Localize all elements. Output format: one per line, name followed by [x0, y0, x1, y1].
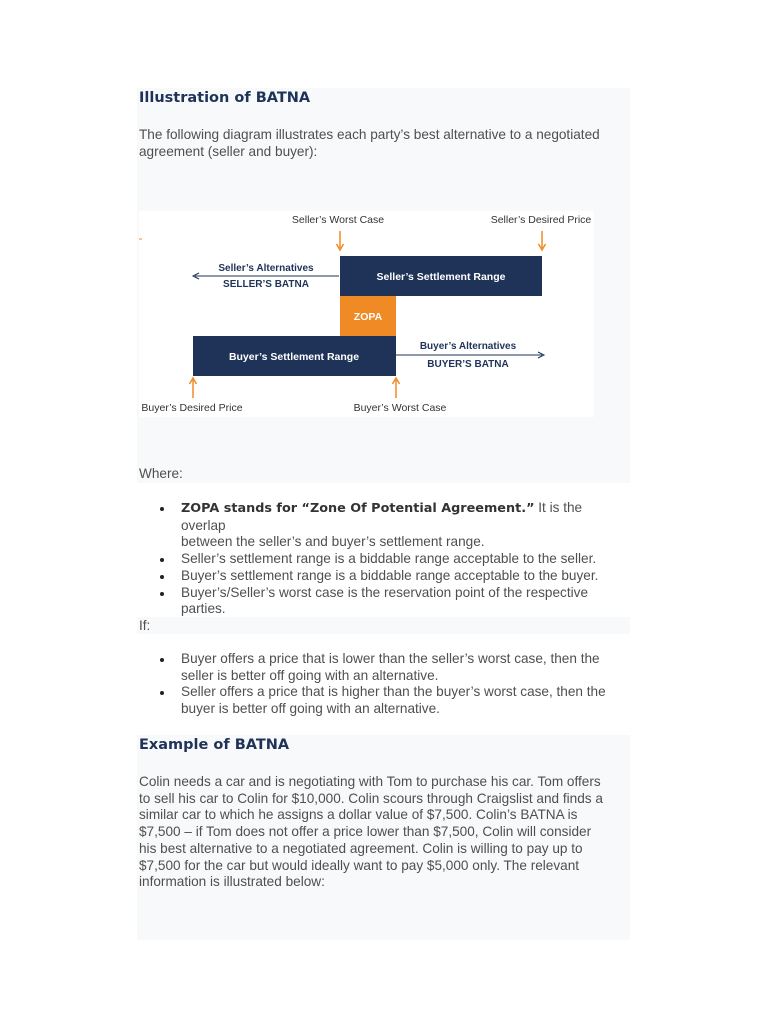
buyers-desired-price-label: Buyer’s Desired Price	[141, 402, 243, 414]
sellers-worst-case-label: Seller’s Worst Case	[291, 214, 385, 226]
sellers-desired-price-label: Seller’s Desired Price	[490, 214, 592, 226]
heading-example-of-batna: Example of BATNA	[139, 737, 290, 753]
list-item	[139, 585, 624, 618]
example-line: $7,500 for the car but would ideally want to pay $5,000 only. The relevant	[139, 857, 580, 873]
list-item-text-1: Buyer offers a price that is lower than the seller’s worst case, then the	[181, 651, 600, 666]
batna-diagram	[139, 211, 594, 417]
intro-line-2: agreement (seller and buyer):	[139, 143, 318, 159]
list-item-text: Buyer’s settlement range is a biddable range acceptable to the buyer.	[181, 567, 599, 583]
list-item	[139, 551, 624, 568]
list-item-text-2: buyer is better off going with an alternative.	[181, 701, 440, 717]
example-line: Colin needs a car and is negotiating with Tom to purchase his car. Tom offers	[139, 774, 601, 789]
sellers-batna-label: SELLER’S BATNA	[223, 279, 309, 290]
example-line: $7,500 – if Tom does not offer a price lower than $7,500, Colin will consider	[139, 824, 592, 840]
list-item-text-2: parties.	[181, 601, 226, 617]
where-list	[139, 500, 624, 618]
example-line: to sell his car to Colin for $10,000. Colin scours through Craigslist and finds a	[139, 790, 603, 806]
list-item	[139, 568, 624, 585]
list-item-text: Seller’s settlement range is a biddable range acceptable to the seller.	[181, 551, 597, 567]
list-item	[139, 651, 624, 684]
zopa-definition-text-1: It is the overlap	[181, 500, 583, 533]
intro-line-1: The following diagram illustrates each party’s best alternative to a negotiated	[139, 127, 600, 142]
where-label: Where:	[139, 466, 183, 481]
sellers-alternatives-label: Seller’s Alternatives	[218, 263, 314, 274]
example-paragraph	[139, 774, 624, 891]
list-item-text-1: Buyer’s/Seller’s worst case is the reservation point of the respective	[181, 584, 589, 600]
buyers-batna-label: BUYER’S BATNA	[427, 359, 509, 370]
example-line: similar car to which he assigns a dollar value of $7,500. Colin’s BATNA is	[139, 807, 578, 823]
if-label: If:	[139, 618, 151, 633]
list-item-text-2: seller is better off going with an alternative.	[181, 667, 439, 683]
list-item	[139, 500, 624, 551]
example-line: his best alternative to a negotiated agreement. Colin is willing to pay up to	[139, 840, 583, 856]
zopa-label: ZOPA	[353, 311, 383, 323]
list-item	[139, 684, 624, 717]
zopa-definition-bold: ZOPA stands for “Zone Of Potential Agreement.”	[181, 501, 535, 516]
batna-diagram-svg	[139, 211, 594, 417]
buyers-alternatives-label: Buyer’s Alternatives	[419, 341, 517, 352]
if-list	[139, 651, 624, 718]
sellers-settlement-range-label: Seller’s Settlement Range	[376, 271, 506, 283]
example-line: information is illustrated below:	[139, 874, 325, 890]
buyers-worst-case-label: Buyer’s Worst Case	[353, 402, 447, 414]
intro-paragraph	[139, 127, 624, 160]
list-item-text-1: Seller offers a price that is higher than the buyer’s worst case, then the	[181, 684, 606, 700]
heading-illustration-of-batna: Illustration of BATNA	[139, 90, 311, 106]
zopa-definition-text-2: between the seller’s and buyer’s settlement range.	[181, 534, 485, 550]
buyers-settlement-range-label: Buyer’s Settlement Range	[228, 351, 360, 363]
